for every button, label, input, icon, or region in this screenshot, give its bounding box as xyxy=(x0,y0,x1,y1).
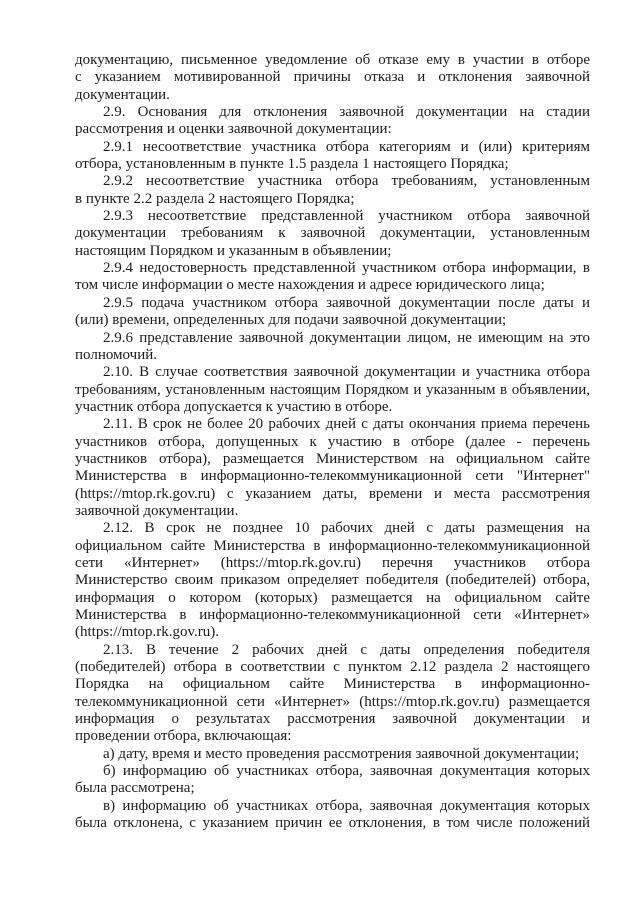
paragraph-2-10 xyxy=(75,364,590,416)
text-line: 2.10. В случае соответствия заявочной документации и участника отбора xyxy=(103,364,590,381)
text-line: участников отбора, допущенных к участию в отборе (далее - перечень xyxy=(75,433,590,450)
paragraph-2-11 xyxy=(75,416,590,520)
text-line: информация о котором (которых) размещается на официальном сайте xyxy=(75,589,590,606)
text-line: рассмотрения и оценки заявочной документации: xyxy=(75,121,392,138)
paragraph-2-13 xyxy=(75,642,590,746)
text-line: 2.12. В срок не позднее 10 рабочих дней с даты размещения на xyxy=(103,520,590,537)
text-line: настоящим Порядком и указанным в объявлении; xyxy=(75,242,392,259)
text-line: а) дату, время и место проведения рассмотрения заявочной документации; xyxy=(103,745,580,762)
text-line: заявочной документации. xyxy=(75,502,239,519)
paragraph-2-9 xyxy=(75,104,590,139)
text-line: была рассмотрена; xyxy=(75,780,195,797)
text-line: полномочий. xyxy=(75,346,158,363)
text-line: документацию, письменное уведомление об отказе ему в участии в отборе xyxy=(75,52,590,68)
text-line: проведении отбора, включающая: xyxy=(75,728,292,745)
text-line: 2.9.5 подача участником отбора заявочной документации после даты и xyxy=(103,294,590,311)
text-line: документации. xyxy=(75,86,170,103)
text-line: 2.9.6 представление заявочной документации лицом, не имеющим на это xyxy=(103,329,590,346)
text-line: 2.9. Основания для отклонения заявочной документации на стадии xyxy=(103,104,590,121)
text-line: Министерства в информационно-телекоммуникационной сети "Интернет" xyxy=(75,468,590,485)
text-line: том числе информации о месте нахождения и адресе юридического лица; xyxy=(75,277,545,294)
text-line: информация о результатах рассмотрения заявочной документации и xyxy=(75,711,590,728)
text-line: 2.9.4 недостоверность представленной участником отбора информации, в xyxy=(103,260,590,277)
text-line: (https://mtop.rk.gov.ru). xyxy=(75,624,220,641)
text-line: участник отбора допускается к участию в отборе. xyxy=(75,398,393,415)
text-line: участников отбора), размещается Министерством на официальном сайте xyxy=(75,450,590,467)
paragraph-2-12 xyxy=(75,520,590,641)
text-line: отбора, установленным в пункте 1.5 раздела 1 настоящего Порядка; xyxy=(75,156,509,173)
text-line: в) информацию об участниках отбора, заявочная документация которых xyxy=(103,797,590,814)
text-line: с указанием мотивированной причины отказа и отклонения заявочной xyxy=(75,69,590,86)
paragraph-2-9-3 xyxy=(75,208,590,260)
paragraph-2-9-1 xyxy=(75,139,590,174)
paragraph-2-9-5 xyxy=(75,295,590,330)
text-line: б) информацию об участниках отбора, заявочная документация которых xyxy=(103,763,590,780)
text-line: требованиям, установленным настоящим Порядком и указанным в объявлении, xyxy=(75,381,590,398)
list-item-b xyxy=(75,763,590,798)
list-item-v xyxy=(75,798,590,833)
text-line: Порядка на официальном сайте Министерства в информационно- xyxy=(75,676,590,693)
text-line: была отклонена, с указанием причин ее отклонения, в том числе положений xyxy=(75,815,590,832)
text-line: телекоммуникационной сети «Интернет» (https://mtop.rk.gov.ru) размещается xyxy=(75,693,590,710)
text-line: 2.9.2 несоответствие участника отбора требованиям, установленным xyxy=(103,173,590,190)
text-line: сети «Интернет» (https://mtop.rk.gov.ru) перечня участников отбора xyxy=(75,554,590,571)
text-line: в пункте 2.2 раздела 2 настоящего Порядка; xyxy=(75,190,355,207)
paragraph-continuation xyxy=(75,52,590,104)
paragraph-2-9-4 xyxy=(75,260,590,295)
paragraph-2-9-2 xyxy=(75,173,590,208)
text-line: (или) времени, определенных для подачи заявочной документации; xyxy=(75,312,507,329)
text-line: Министерства в информационно-телекоммуникационной сети «Интернет» xyxy=(75,607,590,623)
text-line: Министерство своим приказом определяет победителя (победителей) отбора, xyxy=(75,572,590,589)
paragraph-2-9-6 xyxy=(75,330,590,365)
text-line: 2.13. В течение 2 рабочих дней с даты определения победителя xyxy=(103,641,590,658)
text-line: 2.9.3 несоответствие представленной участником отбора заявочной xyxy=(103,208,590,225)
document-text xyxy=(75,52,590,832)
text-line: 2.11. В срок не более 20 рабочих дней с даты окончания приема перечень xyxy=(103,416,590,433)
text-line: (https://mtop.rk.gov.ru) с указанием даты, времени и места рассмотрения xyxy=(75,485,590,502)
text-line: документации требованиям к заявочной документации, установленным xyxy=(75,225,590,242)
text-line: официальном сайте Министерства в информационно-телекоммуникационной xyxy=(75,537,590,554)
text-line: 2.9.1 несоответствие участника отбора категориям и (или) критериям xyxy=(103,138,590,155)
text-line: (победителей) отбора в соответствии с пунктом 2.12 раздела 2 настоящего xyxy=(75,659,590,676)
list-item-a xyxy=(75,746,590,763)
